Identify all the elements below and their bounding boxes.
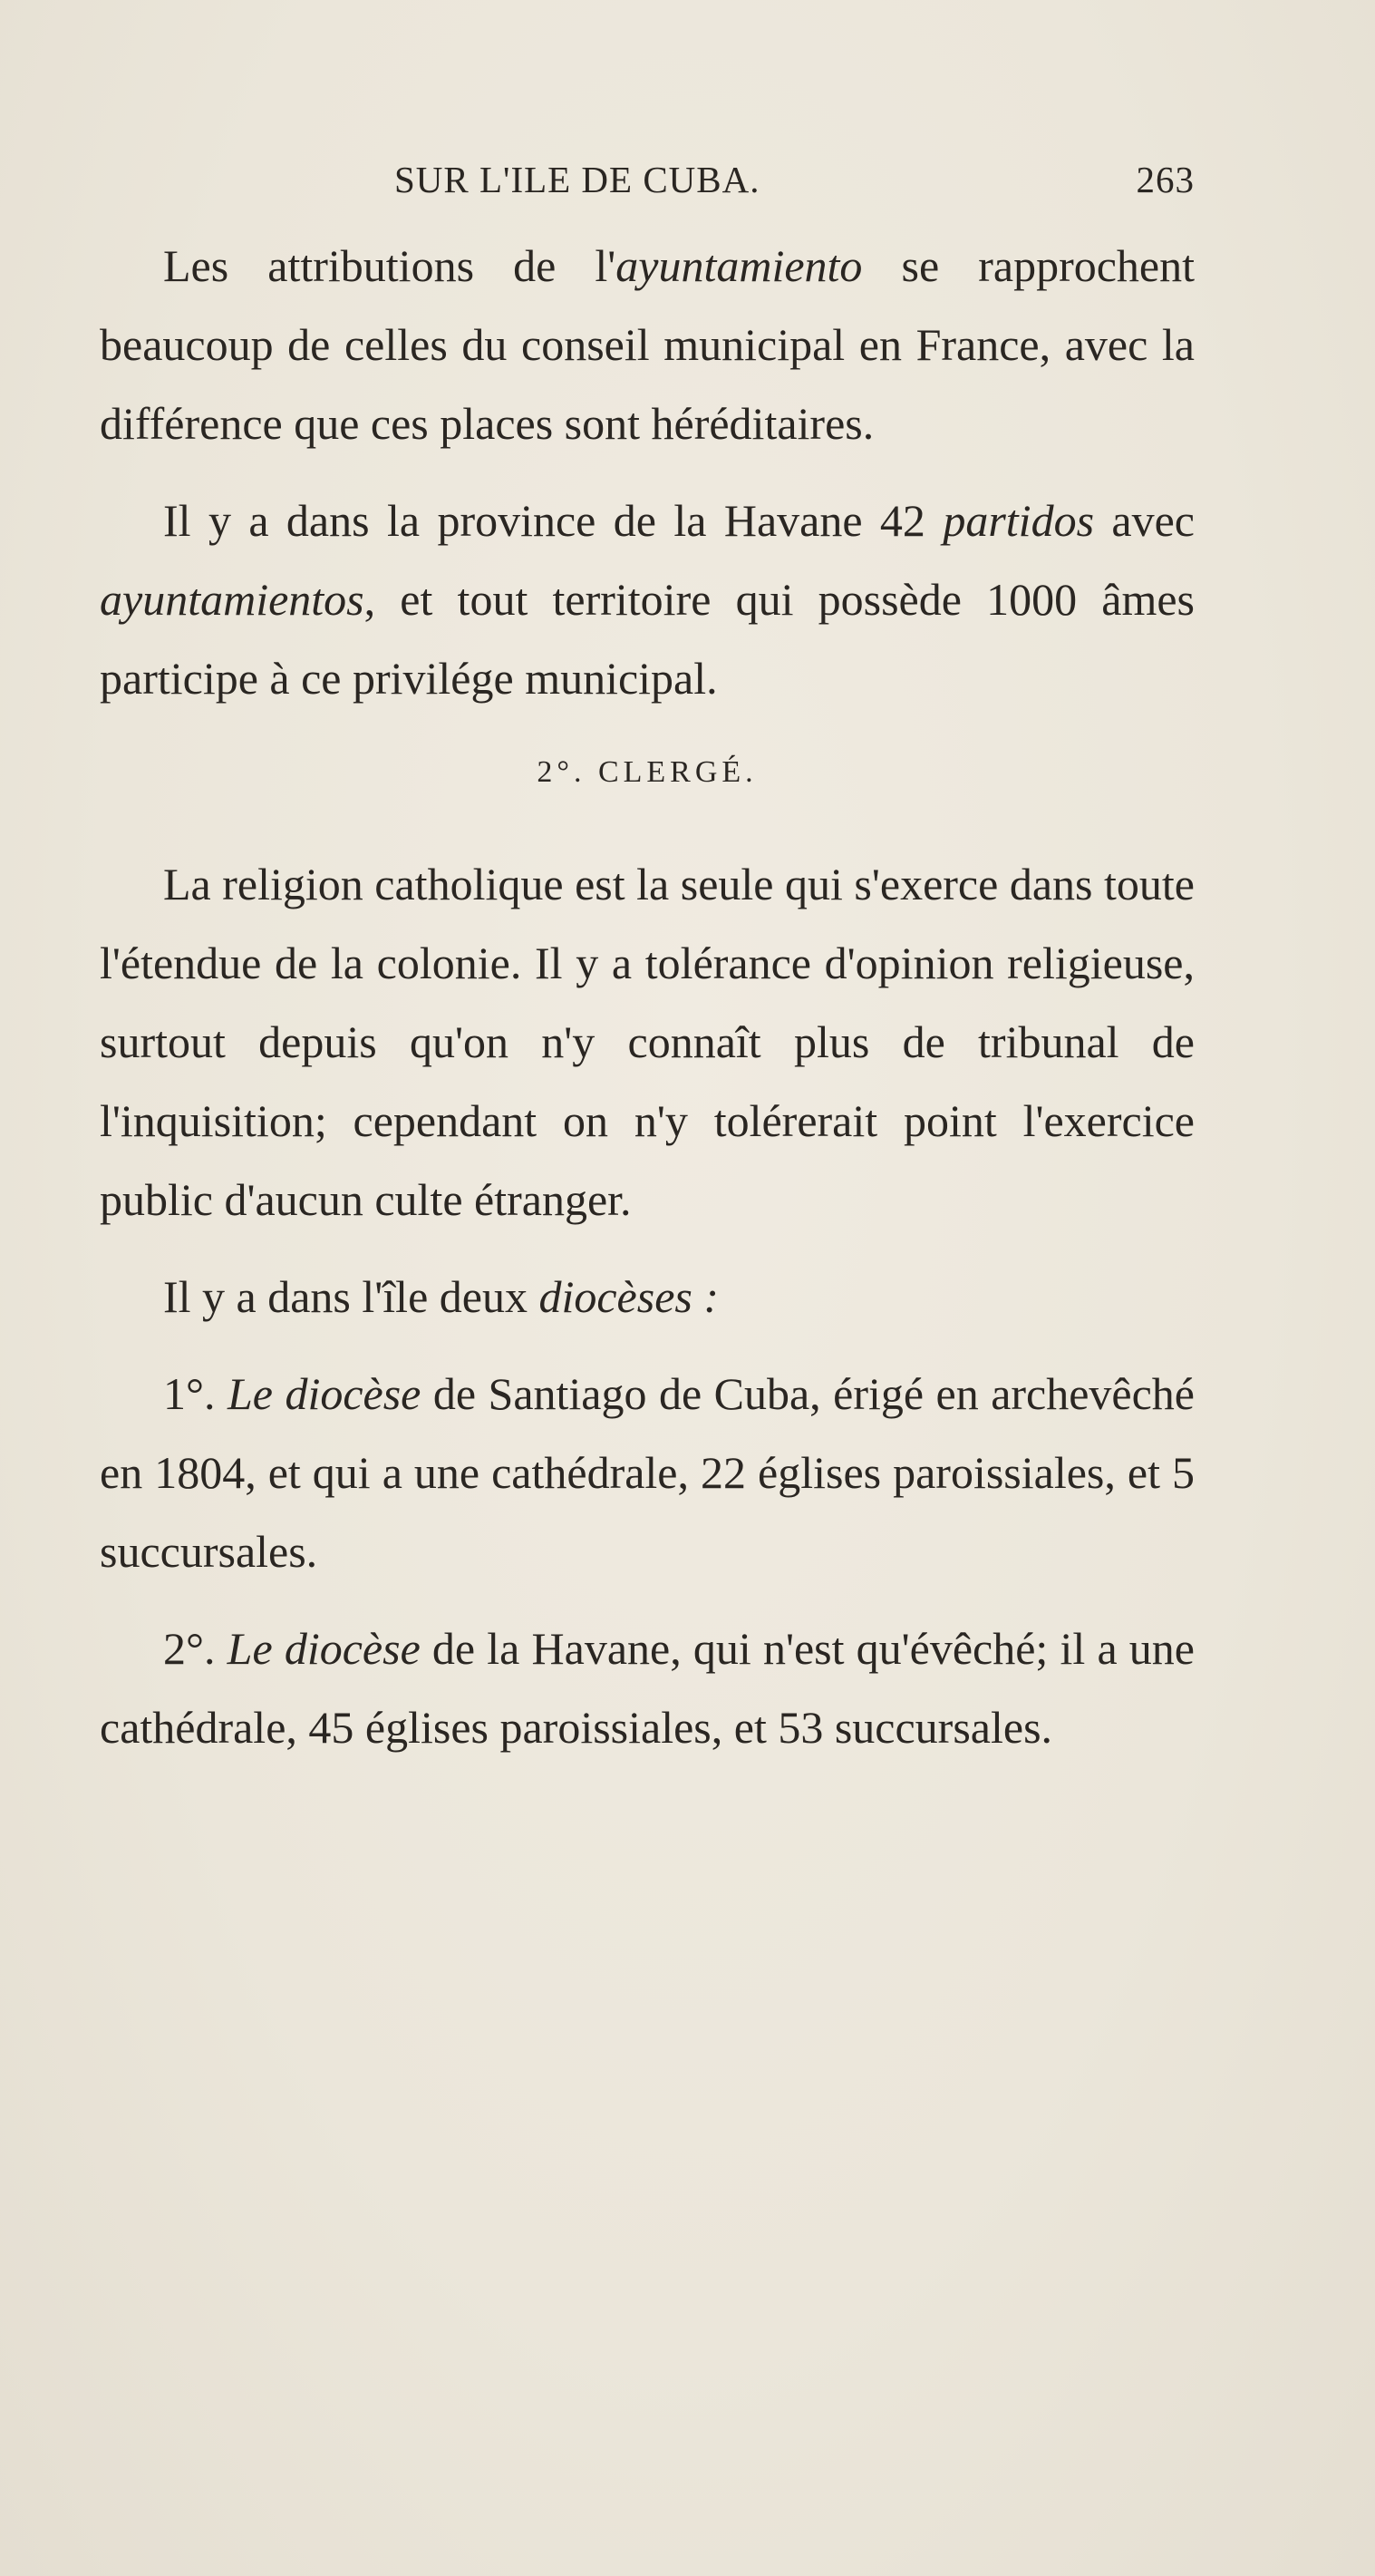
paragraph-ayuntamiento: Les attributions de l'ayuntamiento se rapprochent beaucoup de celles du conseil municipal en France, avec la différence que ces places sont héréditaires. xyxy=(100,240,1196,449)
running-title: SUR L'ILE DE CUBA. xyxy=(394,159,760,200)
page-number: 263 xyxy=(1136,159,1195,200)
page-header xyxy=(100,158,1195,212)
paragraph-diocese-santiago: 1°. Le diocèse de Santiago de Cuba, érigé en archevêché en 1804, et qui a une cathédrale, 22 églises paroissiales, et 5 succursales. xyxy=(100,1368,1195,1577)
paragraph-diocese-havane: 2°. Le diocèse de la Havane, qui n'est qu'évêché; il a une cathédrale, 45 églises paroissiales, et 53 succursales. xyxy=(100,1623,1195,1753)
paragraph-dioceses-intro: Il y a dans l'île deux diocèses : xyxy=(163,1271,719,1322)
paragraph-partidos: Il y a dans la province de la Havane 42 partidos avec ayuntamientos, et tout territoire qui possède 1000 âmes participe à ce privilége municipal. xyxy=(100,495,1196,704)
page-body xyxy=(100,227,1195,1785)
paragraph-religion: La religion catholique est la seule qui s'exerce dans toute l'étendue de la colonie. Il y a tolérance d'opinion religieuse, surtout depuis qu'on n'y connaît plus de tribunal de l'inquisition; cependant on n'y tolérerait point l'exercice public d'aucun culte étranger. xyxy=(100,859,1195,1225)
section-heading: 2°. CLERGÉ. xyxy=(537,755,758,789)
